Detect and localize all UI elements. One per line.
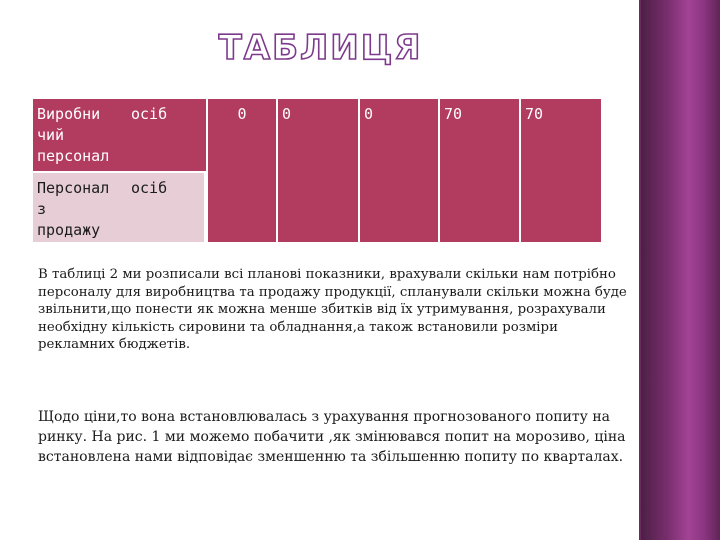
table-cell-value-5: 70 [521,99,601,242]
table-cell-value-3: 0 [360,99,438,242]
table-cell-value-1: 0 [208,99,276,242]
table-cell-unit-production: осіб [127,99,206,171]
paragraph-price-summary: Щодо ціни,то вона встановлювалась з урахування прогнозованого попиту на ринку. На рис. 1 ми можемо побачити ,як змінювався попит на морозиво, ціна встановлена нами відповідає зменшенню та збільшенню попиту по кварталах. [38,409,626,465]
page-title: ТАБЛИЦЯ [218,28,423,68]
paragraph-plan-summary: В таблиці 2 ми розписали всі планові показники, врахували скільки нам потрібно персоналу для виробництва та продажу продукції, спланували скільки можна буде звільнити,що понести як можна менше збитків від їх утримування, розрахували необхідну кількість сировини та обладнання,а також встановили розміри рекламних бюджетів. [38,267,627,352]
table-cell-value-4: 70 [440,99,519,242]
table-cell-unit-sales: осіб [127,173,204,242]
table-cell-label-production-staff: Виробни чий персонал [33,99,127,171]
table-cell-label-sales-staff: Персонал з продажу [33,173,127,242]
decorative-right-band [641,0,720,540]
table-cell-value-2: 0 [278,99,358,242]
